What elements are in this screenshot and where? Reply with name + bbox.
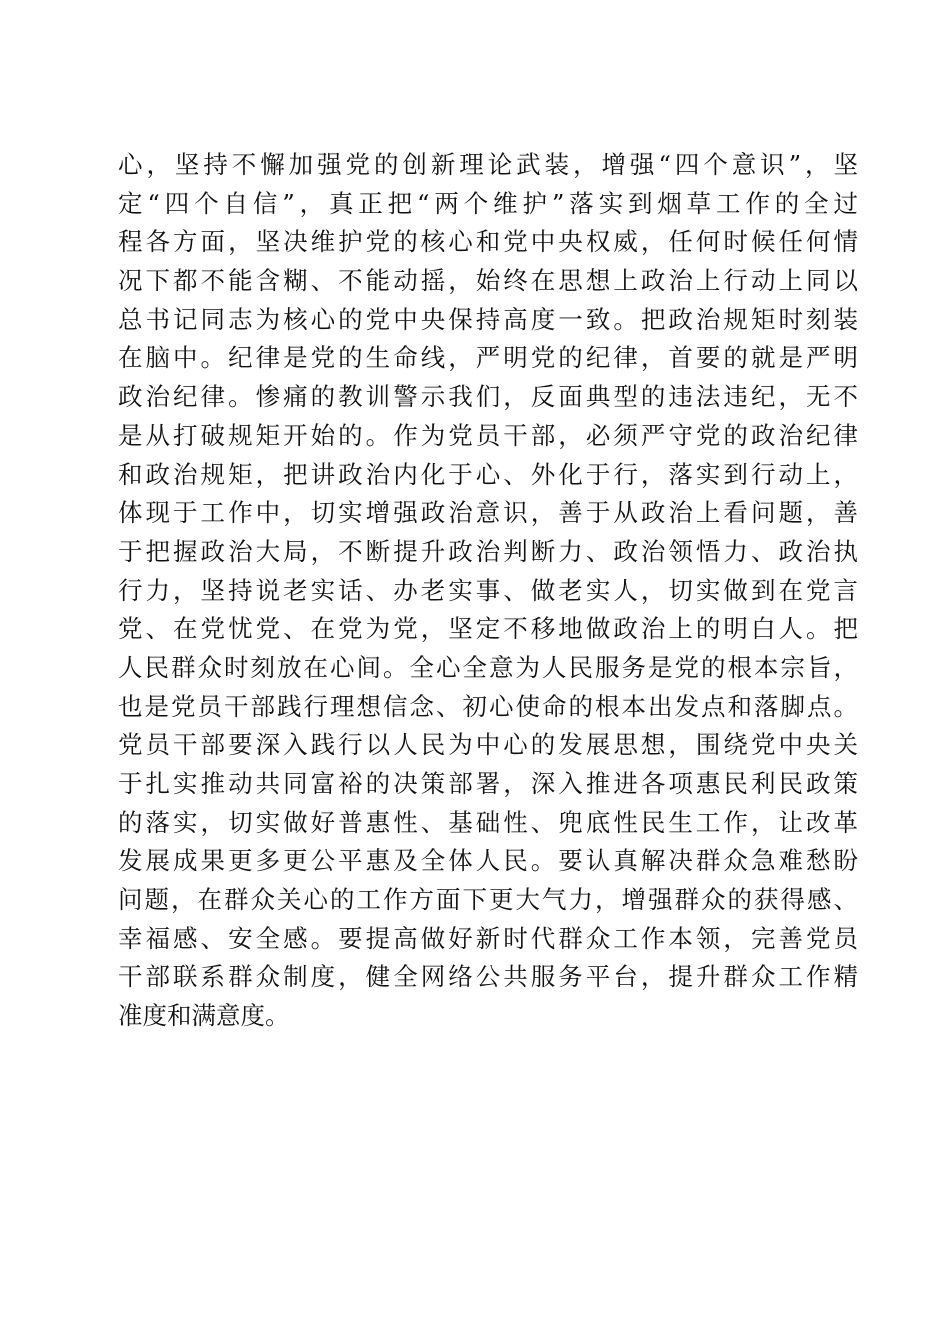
text-line: 干部联系群众制度，健全网络公共服务平台，提升群众工作精 — [118, 962, 858, 992]
text-line: 于把握政治大局，不断提升政治判断力、政治领悟力、政治执 — [118, 536, 858, 566]
text-line-last: 准度和满意度。 — [118, 1001, 290, 1031]
text-line: 党、在党忧党、在党为党，坚定不移地做政治上的明白人。把 — [118, 614, 858, 644]
text-line: 发展成果更多更公平惠及全体人民。要认真解决群众急难愁盼 — [118, 846, 858, 876]
text-line: 幸福感、安全感。要提高做好新时代群众工作本领，完善党员 — [118, 923, 858, 953]
body-text — [118, 146, 858, 1036]
text-line: 的落实，切实做好普惠性、基础性、兜底性民生工作，让改革 — [118, 807, 858, 837]
text-line: 是从打破规矩开始的。作为党员干部，必须严守党的政治纪律 — [118, 420, 858, 450]
text-line: 心，坚持不懈加强党的创新理论武装，增强“四个意识”，坚 — [118, 150, 858, 179]
text-line: 定“四个自信”，真正把“两个维护”落实到烟草工作的全过 — [118, 188, 858, 218]
text-line: 总书记同志为核心的党中央保持高度一致。把政治规矩时刻装 — [118, 304, 858, 334]
text-line: 政治纪律。惨痛的教训警示我们，反面典型的违法违纪，无不 — [118, 382, 858, 412]
text-line: 于扎实推动共同富裕的决策部署，深入推进各项惠民利民政策 — [118, 769, 858, 798]
text-line: 也是党员干部践行理想信念、初心使命的根本出发点和落脚点。 — [118, 691, 858, 721]
text-line: 行力，坚持说老实话、办老实事、做老实人，切实做到在党言 — [118, 575, 858, 605]
text-line: 程各方面，坚决维护党的核心和党中央权威，任何时候任何情 — [118, 227, 858, 257]
text-line: 在脑中。纪律是党的生命线，严明党的纪律，首要的就是严明 — [118, 343, 858, 373]
text-line: 问题，在群众关心的工作方面下更大气力，增强群众的获得感、 — [118, 885, 858, 915]
text-line: 人民群众时刻放在心间。全心全意为人民服务是党的根本宗旨， — [118, 652, 858, 682]
text-line: 和政治规矩，把讲政治内化于心、外化于行，落实到行动上， — [118, 459, 858, 489]
text-line: 况下都不能含糊、不能动摇，始终在思想上政治上行动上同以 — [118, 266, 858, 296]
text-line: 党员干部要深入践行以人民为中心的发展思想，围绕党中央关 — [118, 730, 858, 760]
text-line: 体现于工作中，切实增强政治意识，善于从政治上看问题，善 — [118, 498, 858, 528]
